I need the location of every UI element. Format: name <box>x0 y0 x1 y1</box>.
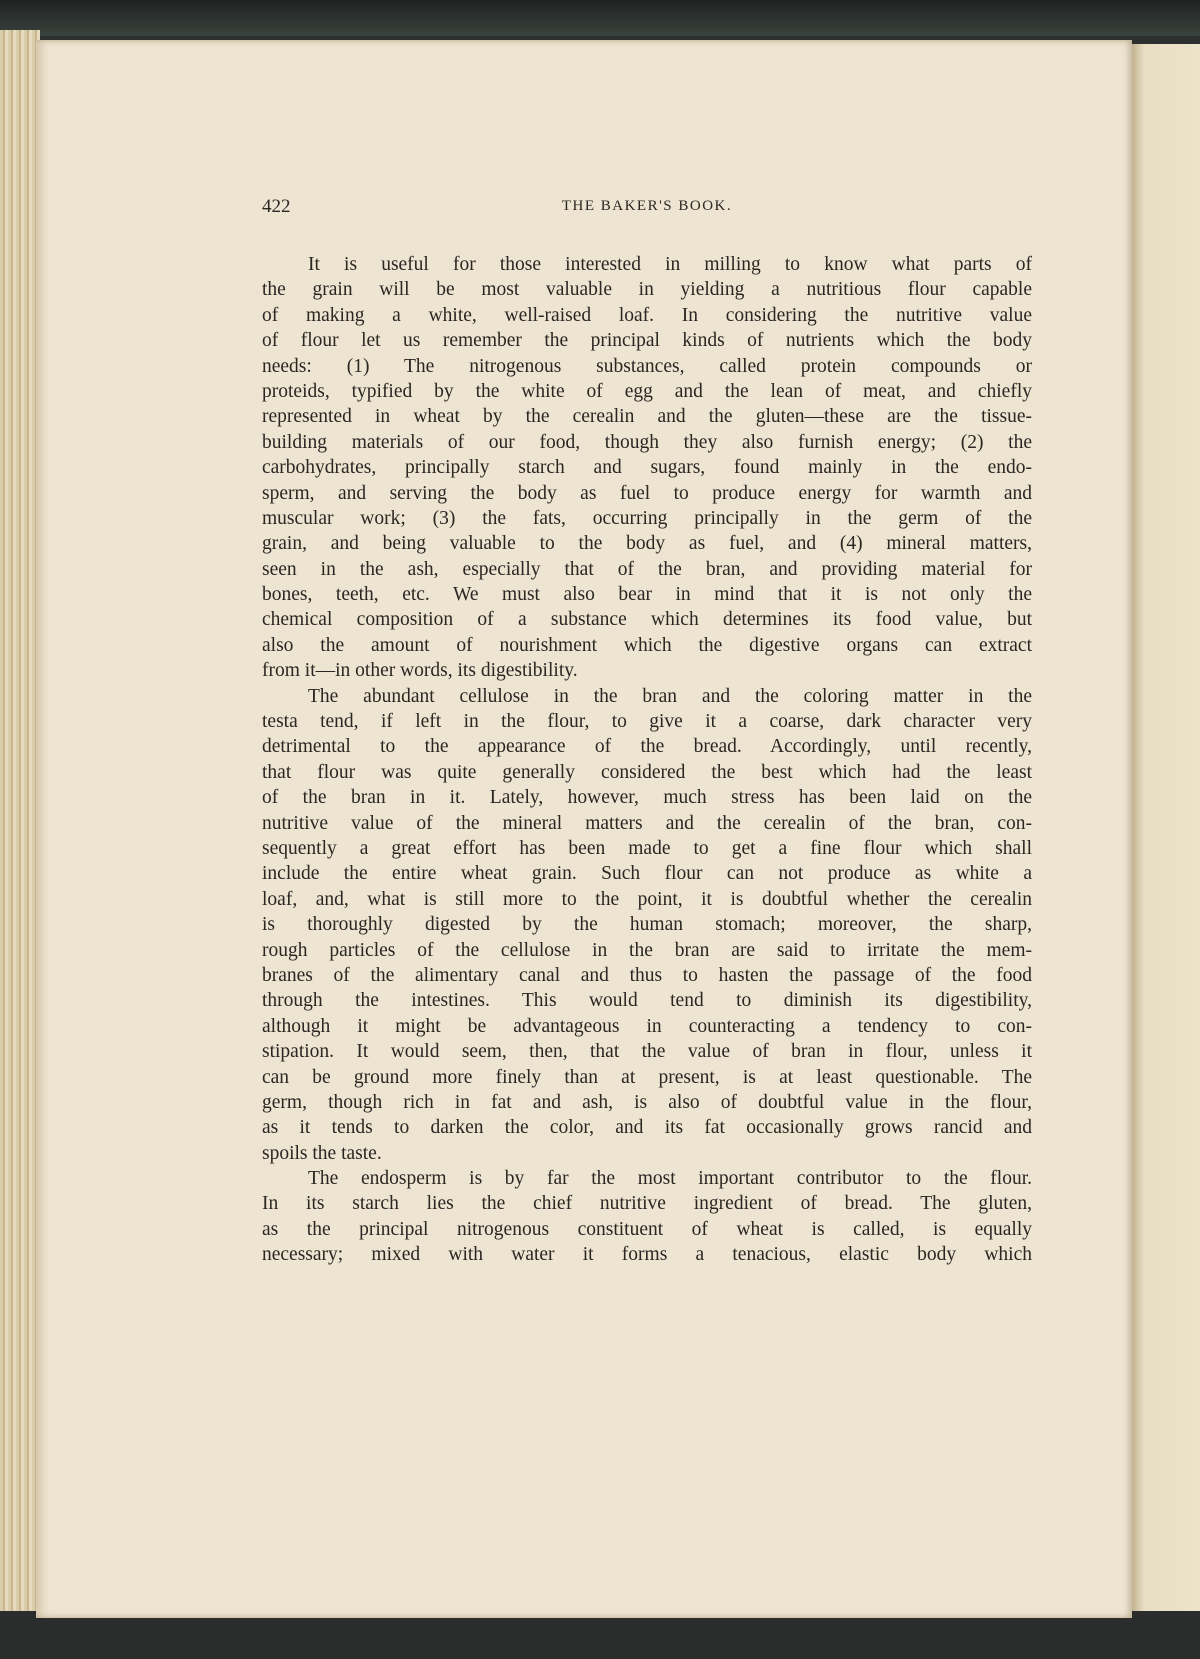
text-line: of flour let us remember the principal kinds of nutrients which the body <box>262 330 1032 352</box>
text-line: include the entire wheat grain. Such flour can not produce as white a <box>262 863 1032 885</box>
text-line: of the bran in it. Lately, however, much stress has been laid on the <box>262 787 1032 809</box>
text-line: rough particles of the cellulose in the bran are said to irritate the mem- <box>262 939 1032 961</box>
text-line: the grain will be most valuable in yielding a nutritious flour capable <box>262 279 1032 301</box>
text-line: stipation. It would seem, then, that the value of bran in flour, unless it <box>262 1041 1032 1063</box>
text-line: that flour was quite generally considered the best which had the least <box>262 761 1032 783</box>
text-line: In its starch lies the chief nutritive ingredient of bread. The gluten, <box>262 1193 1032 1215</box>
page-edges-left <box>0 30 40 1620</box>
text-line: of making a white, well-raised loaf. In considering the nutritive value <box>262 304 1032 326</box>
running-title: THE BAKER'S BOOK. <box>561 198 733 214</box>
text-line: spoils the taste. <box>262 1142 382 1164</box>
text-line: It is useful for those interested in milling to know what parts of <box>308 254 1032 275</box>
text-line: from it—in other words, its digestibility. <box>262 660 578 682</box>
text-line: nutritive value of the mineral matters and the cerealin of the bran, con- <box>262 812 1032 834</box>
text-line: building materials of our food, though they also furnish energy; (2) the <box>262 431 1032 453</box>
book-cover-top <box>0 0 1200 36</box>
text-line: sequently a great effort has been made to get a fine flour which shall <box>262 837 1032 859</box>
text-line: testa tend, if left in the flour, to give it a coarse, dark character very <box>262 711 1032 733</box>
text-line: as it tends to darken the color, and its fat occasionally grows rancid and <box>262 1117 1032 1139</box>
text-line: can be ground more finely than at present, is at least questionable. The <box>262 1066 1032 1088</box>
text-line: loaf, and, what is still more to the point, it is doubtful whether the cerealin <box>262 888 1032 910</box>
text-line: bones, teeth, etc. We must also bear in mind that it is not only the <box>262 584 1032 606</box>
text-line: The abundant cellulose in the bran and the coloring matter in the <box>308 685 1032 707</box>
text-line: The endosperm is by far the most important contributor to the flour. <box>308 1168 1032 1190</box>
text-line: seen in the ash, especially that of the bran, and providing material for <box>262 558 1032 580</box>
text-line: although it might be advantageous in counteracting a tendency to con- <box>262 1015 1032 1037</box>
text-line: chemical composition of a substance which determines its food value, but <box>262 609 1032 631</box>
next-page-edge <box>1130 44 1200 1619</box>
text-line: branes of the alimentary canal and thus to hasten the passage of the food <box>262 964 1032 986</box>
text-line: grain, and being valuable to the body as fuel, and (4) mineral matters, <box>262 533 1032 555</box>
text-line: detrimental to the appearance of the bread. Accordingly, until recently, <box>262 736 1032 758</box>
page-number: 422 <box>262 196 291 217</box>
text-line: sperm, and serving the body as fuel to produce energy for warmth and <box>262 482 1032 504</box>
text-line: necessary; mixed with water it forms a tenacious, elastic body which <box>262 1244 1032 1266</box>
text-line: needs: (1) The nitrogenous substances, called protein compounds or <box>262 355 1032 377</box>
text-line: also the amount of nourishment which the digestive organs can extract <box>262 634 1032 656</box>
text-line: is thoroughly digested by the human stomach; moreover, the sharp, <box>262 914 1032 936</box>
text-line: represented in wheat by the cerealin and the gluten—these are the tissue- <box>262 406 1032 428</box>
text-line: proteids, typified by the white of egg and the lean of meat, and chiefly <box>262 380 1032 402</box>
body-text <box>262 252 1032 1268</box>
text-line: as the principal nitrogenous constituent of wheat is called, is equally <box>262 1218 1032 1240</box>
text-line: germ, though rich in fat and ash, is also of doubtful value in the flour, <box>262 1091 1032 1113</box>
book-cover-bottom <box>0 1611 1200 1659</box>
running-header <box>262 196 1032 220</box>
text-line: carbohydrates, principally starch and sugars, found mainly in the endo- <box>262 457 1032 479</box>
text-line: muscular work; (3) the fats, occurring principally in the germ of the <box>262 507 1032 529</box>
text-line: through the intestines. This would tend to diminish its digestibility, <box>262 990 1032 1012</box>
